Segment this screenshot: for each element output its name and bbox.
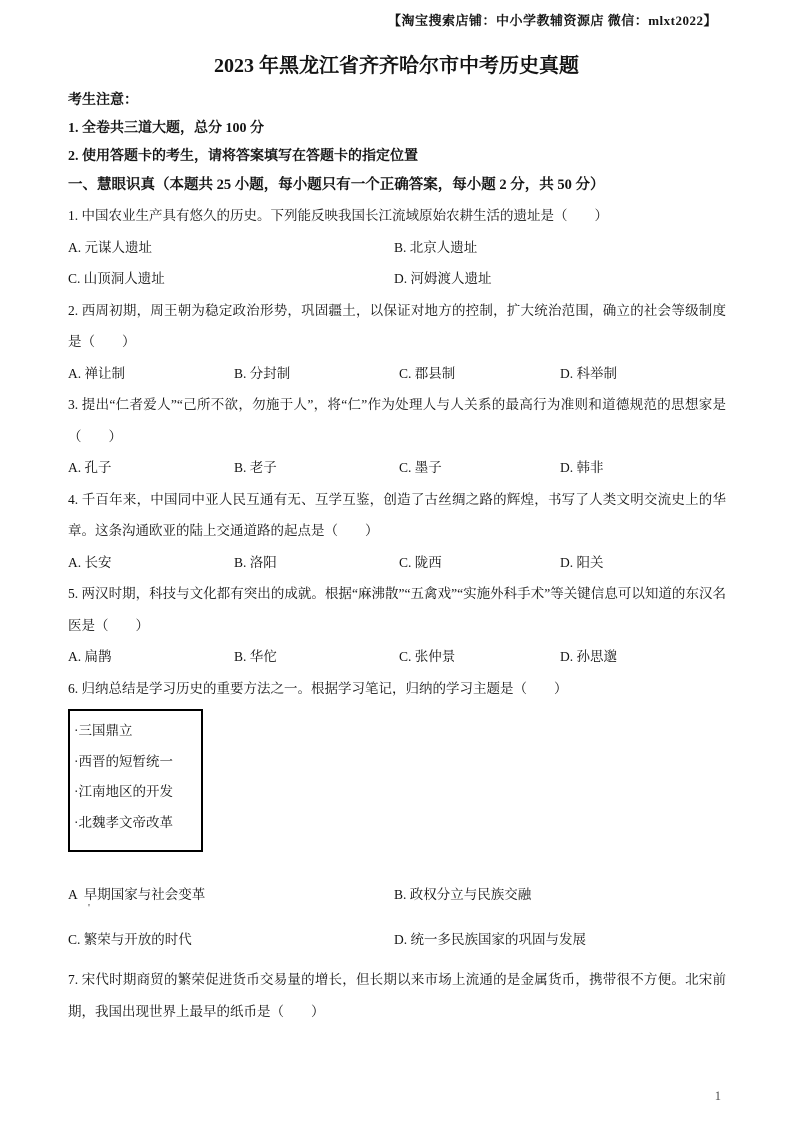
option-c: C. 张仲景 bbox=[399, 649, 456, 664]
option-a: A 早期国家与社会变革 bbox=[68, 887, 206, 902]
page-number: 1 bbox=[714, 1089, 721, 1103]
question-6-options bbox=[68, 879, 726, 955]
page-title: 2023 年黑龙江省齐齐哈尔市中考历史真题 bbox=[214, 55, 579, 77]
option-a: A. 元谋人遗址 bbox=[68, 239, 152, 255]
note-line-3: ·江南地区的开发 bbox=[74, 784, 173, 799]
question-2-stem: 2. 西周初期，周王朝为稳定政治形势，巩固疆土，以保证对地方的控制，扩大统治范围，确立的社会等级制度是（ ） bbox=[68, 302, 726, 349]
question-5-options bbox=[68, 641, 726, 673]
option-a: A. 长安 bbox=[68, 554, 112, 570]
note-line-2: ·西晋的短暂统一 bbox=[74, 753, 173, 769]
option-d: D. 韩非 bbox=[560, 460, 604, 475]
question-5-stem: 5. 两汉时期，科技与文化都有突出的成就。根据“麻沸散”“五禽戏”“实施外科手术”等关键信息可以知道的东汉名医是（ ） bbox=[68, 586, 726, 633]
question-4-stem: 4. 千百年来，中国同中亚人民互通有无、互学互鉴，创造了古丝绸之路的辉煌，书写了人类文明交流史上的华章。这条沟通欧亚的陆上交通道路的起点是（ ） bbox=[68, 491, 726, 538]
option-d: D. 孙思邈 bbox=[560, 649, 617, 664]
question-1-stem: 1. 中国农业生产具有悠久的历史。下列能反映我国长江流域原始农耕生活的遗址是（ ） bbox=[68, 208, 608, 223]
notice-heading: 考生注意： bbox=[68, 93, 138, 108]
option-b: B. 老子 bbox=[234, 460, 277, 475]
question-3-options bbox=[68, 452, 726, 484]
option-c: C. 墨子 bbox=[399, 460, 442, 475]
option-c: C. 山顶洞人遗址 bbox=[68, 271, 165, 286]
notice-item-2: 2. 使用答题卡的考生，请将答案填写在答题卡的指定位置 bbox=[68, 149, 418, 164]
question-2-options bbox=[68, 358, 726, 390]
notice-item-1: 1. 全卷共三道大题，总分 100 分 bbox=[68, 121, 264, 136]
option-a: A. 禅让制 bbox=[68, 365, 125, 381]
note-line-1: ·三国鼎立 bbox=[74, 723, 133, 738]
question-1-options bbox=[68, 232, 726, 295]
question-6-stem: 6. 归纳总结是学习历史的重要方法之一。根据学习笔记，归纳的学习主题是（ ） bbox=[68, 680, 568, 696]
shop-banner: 【淘宝搜索店铺：中小学教辅资源店 微信：mlxt2022】 bbox=[387, 13, 717, 28]
section-heading: 一、慧眼识真（本题共 25 小题，每小题只有一个正确答案，每小题 2 分，共 50 分） bbox=[68, 177, 605, 193]
document-body bbox=[0, 81, 793, 1027]
question-7-stem: 7. 宋代时期商贸的繁荣促进货币交易量的增长，但长期以来市场上流通的是金属货币，携带很不方便。北宋前期，我国出现世界上最早的纸币是（ ） bbox=[68, 972, 726, 1019]
study-notes-box bbox=[68, 709, 203, 852]
option-b: B. 分封制 bbox=[234, 365, 291, 381]
option-a: A. 扁鹊 bbox=[68, 649, 112, 664]
note-line-4: ·北魏孝文帝改革 bbox=[74, 814, 173, 830]
option-b: B. 政权分立与民族交融 bbox=[394, 887, 532, 902]
option-a: A. 孔子 bbox=[68, 460, 112, 475]
option-c: C. 郡县制 bbox=[399, 365, 456, 381]
option-b: B. 北京人遗址 bbox=[394, 239, 478, 255]
option-d: D. 河姆渡人遗址 bbox=[394, 271, 492, 286]
option-d: D. 阳关 bbox=[560, 554, 604, 570]
option-c: C. 陇西 bbox=[399, 554, 442, 570]
option-d: D. 科举制 bbox=[560, 365, 617, 381]
scan-artifact-mark: ' bbox=[88, 902, 90, 914]
option-c: C. 繁荣与开放的时代 bbox=[68, 931, 192, 947]
option-b: B. 华佗 bbox=[234, 649, 277, 664]
option-b: B. 洛阳 bbox=[234, 554, 277, 570]
option-d: D. 统一多民族国家的巩固与发展 bbox=[394, 931, 586, 947]
question-4-options bbox=[68, 547, 726, 579]
question-3-stem: 3. 提出“仁者爱人”“己所不欲，勿施于人”，将“仁”作为处理人与人关系的最高行为准则和道德规范的思想家是（ ） bbox=[68, 397, 726, 444]
